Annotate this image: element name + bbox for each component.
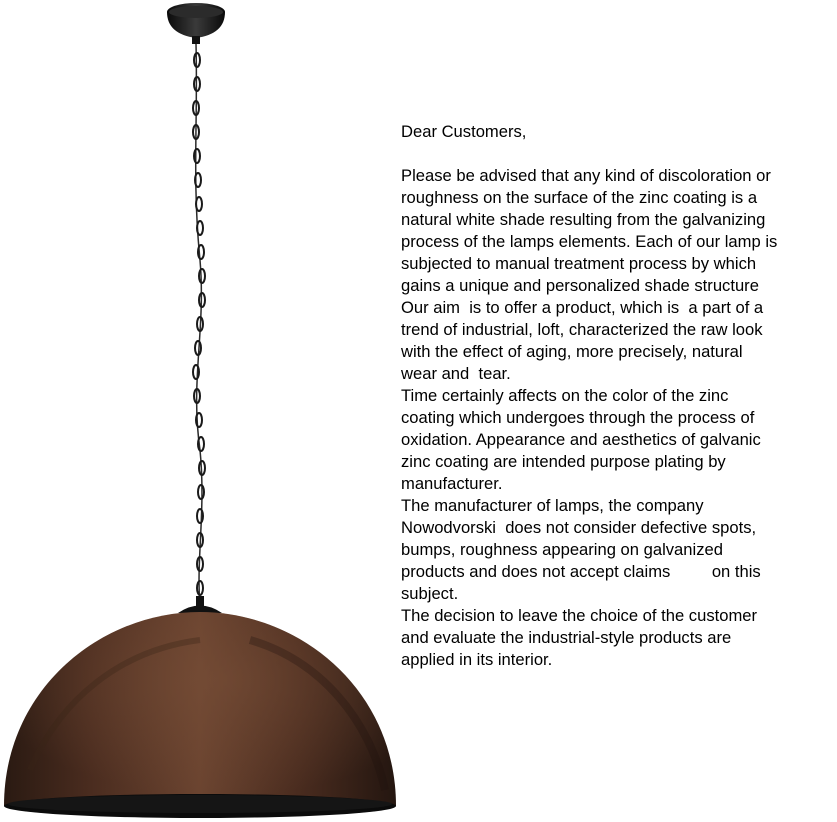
notice-line: The manufacturer of lamps, the company	[401, 496, 704, 515]
customer-notice	[401, 121, 833, 671]
shade-cap	[178, 596, 222, 613]
notice-line: products and does not accept claims on this	[401, 562, 761, 581]
notice-line: roughness on the surface of the zinc coating is a	[401, 188, 758, 207]
notice-line: Time certainly affects on the color of the zinc	[401, 386, 729, 405]
notice-line: oxidation. Appearance and aesthetics of galvanic	[401, 430, 761, 449]
notice-line: trend of industrial, loft, characterized the raw look	[401, 320, 763, 339]
notice-line: wear and tear.	[401, 364, 511, 383]
notice-line: gains a unique and personalized shade structure	[401, 276, 759, 295]
notice-line: bumps, roughness appearing on galvanized	[401, 540, 723, 559]
notice-line: applied in its interior.	[401, 650, 553, 669]
notice-line: Our aim is to offer a product, which is a part of a	[401, 298, 764, 317]
notice-line: zinc coating are intended purpose plating by	[401, 452, 726, 471]
notice-line: subjected to manual treatment process by which	[401, 254, 757, 273]
notice-line: subject.	[401, 584, 459, 603]
dome-shade	[4, 612, 396, 818]
notice-line: Nowodvorski does not consider defective spots,	[401, 518, 757, 537]
notice-line: process of the lamps elements. Each of our lamp is	[401, 232, 778, 251]
notice-line: Please be advised that any kind of discoloration or	[401, 166, 771, 185]
notice-line: manufacturer.	[401, 474, 503, 493]
pendant-lamp-image	[0, 0, 400, 822]
ceiling-canopy	[167, 3, 225, 44]
notice-line: coating which undergoes through the process of	[401, 408, 755, 427]
notice-line: The decision to leave the choice of the customer	[401, 606, 758, 625]
notice-line: with the effect of aging, more precisely, natural	[401, 342, 743, 361]
notice-line: natural white shade resulting from the galvanizing	[401, 210, 766, 229]
notice-line: and evaluate the industrial-style products are	[401, 628, 732, 647]
notice-greeting: Dear Customers,	[401, 122, 527, 141]
hanging-chain	[193, 44, 205, 605]
notice-spacer	[401, 143, 833, 165]
